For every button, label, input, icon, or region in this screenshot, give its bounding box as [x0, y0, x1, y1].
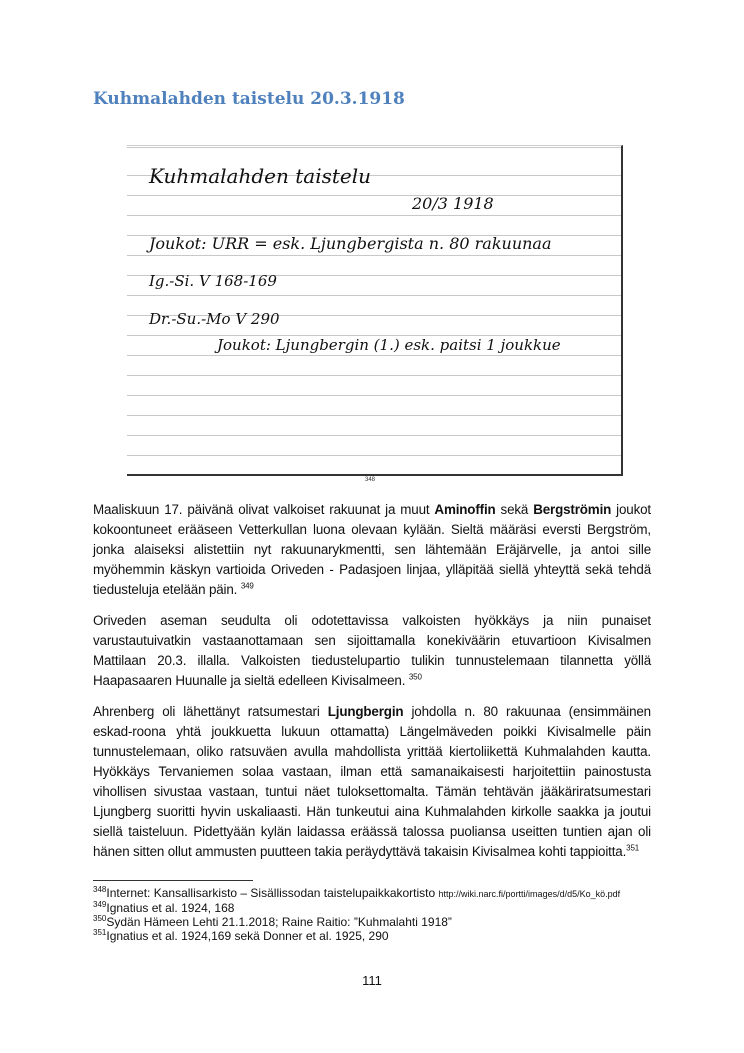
card-line: Ig.-Si. V 168-169 [149, 272, 277, 290]
footnote [93, 929, 651, 943]
bold-name: Aminoffin [434, 502, 496, 517]
text: johdolla n. 80 rakuunaa (ensimmäinen eskad-roona yhtä joukkuetta lukuun ottamatta) Längelmäveden poikki Kivisalmelle päin tunnustelemaan, oliko ratsuväen avulla mahdollista yrittää kiertoliikettä Kuhmalahden kautta. Hyökkäys Tervaniemen solaa vastaan, ilman että samanaikaisesti harjoitettiin painostusta vihollisen sivustaa vastaan, tuntui näet tuloksettomalta. Tämän tehtävän jääkäriratsumestari Ljungberg suoritti hyvin uskaliaasti. Hän tunkeutui aina Kuhmalahden kirkolle saakka ja joutui siellä taisteluun. Pidettyään kylän laidassa eräässä talossa puoliansa useitten tuntien ajan oli hänen sitten ollut ammusten puutteen takia peräydyttävä takaisin Kivisalmea kohti tappioitta. [93, 704, 651, 859]
footnote-number: 348 [93, 885, 107, 894]
text: Maaliskuun 17. päivänä olivat valkoiset rakuunat ja muut [93, 502, 435, 517]
section-title: Kuhmalahden taistelu 20.3.1918 [93, 89, 405, 109]
footnote-ref[interactable]: 350 [408, 672, 422, 682]
archive-card-image [127, 145, 623, 476]
footnote-ref[interactable]: 349 [240, 581, 254, 591]
card-line: Joukot: Ljungbergin (1.) esk. paitsi 1 joukkue [217, 336, 561, 354]
footnote [93, 886, 651, 901]
card-ref-number: 348 [365, 477, 376, 483]
footnotes [93, 886, 651, 943]
paragraph [93, 500, 651, 600]
footnote-text: Ignatius et al. 1924, 168 [106, 901, 235, 915]
card-date: 20/3 1918 [412, 194, 494, 213]
body-text [93, 500, 651, 862]
footnote [93, 901, 651, 915]
text: sekä [495, 502, 534, 517]
footnote-text: Sydän Hämeen Lehti 21.1.2018; Raine Raitio: ”Kuhmalahti 1918” [106, 915, 452, 929]
page-number: 111 [362, 973, 382, 988]
footnote-text: Ignatius et al. 1924,169 sekä Donner et al. 1925, 290 [106, 929, 389, 943]
text-flow [93, 500, 651, 989]
card-heading: Kuhmalahden taistelu [149, 164, 372, 188]
footnote-ref[interactable]: 351 [626, 843, 640, 853]
bold-name: Bergströmin [533, 502, 612, 517]
footnote-link[interactable]: http://wiki.narc.fi/portti/images/d/d5/Ko_kö.pdf [438, 889, 621, 899]
footnote-separator [93, 880, 253, 881]
text: Ahrenberg oli lähettänyt ratsumestari [93, 704, 328, 719]
card-line: Joukot: URR = esk. Ljungbergista n. 80 rakuunaa [149, 234, 552, 253]
paragraph [93, 611, 651, 691]
paragraph [93, 702, 651, 862]
card-line: Dr.-Su.-Mo V 290 [149, 310, 280, 328]
text: joukot kokoontuneet erääseen Vetterkullan luona olevaan kylään. Sieltä määräsi eversti Bergström, jonka alaiseksi alistettiin nyt rakuunarykmentti, sen lähtemään Eräjärvelle, ja antoi sille myöhemmin käskyn vartioida Oriveden - Padasjoen linjaa, ylläpitää siellä yhteyttä sekä tehdä tiedusteluja etelään päin. [93, 502, 651, 597]
bold-name: Ljungbergin [327, 704, 404, 719]
footnote-number: 349 [93, 900, 107, 909]
footnote [93, 915, 651, 929]
footnote-text: Internet: Kansallisarkisto – Sisällissodan taistelupaikkakortisto [106, 886, 439, 900]
text: Oriveden aseman seudulta oli odotettavissa valkoisten hyökkäys ja niin punaiset varustautuivatkin vastaanottamaan sen sijoittamalla konekiväärin etuvartioon Kivisalmen Mattilaan 20.3. illalla. Valkoisten tiedustelupartio tulikin tunnustelemaan tilannetta yöllä Haapasaaren Huunalle ja sieltä edelleen Kivisalmeen. [93, 613, 651, 688]
footnote-number: 351 [93, 928, 107, 937]
footnote-number: 350 [93, 914, 107, 923]
